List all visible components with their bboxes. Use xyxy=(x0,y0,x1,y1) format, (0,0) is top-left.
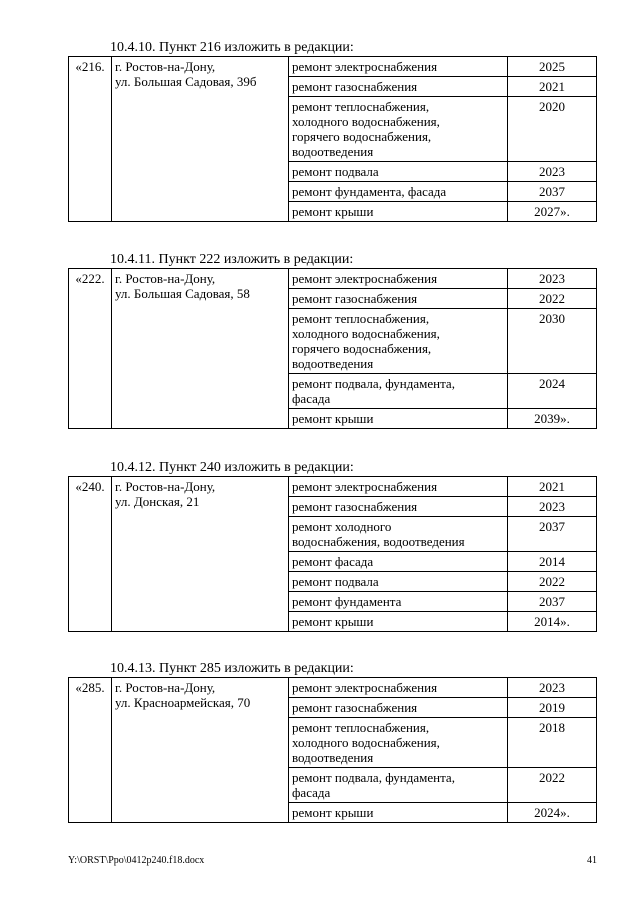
year-cell: 2037 xyxy=(508,517,597,552)
year-cell: 2039». xyxy=(508,409,597,429)
work-type-line: водоотведения xyxy=(292,750,374,765)
repair-schedule-table xyxy=(68,677,597,823)
work-type-line: ремонт фундамента, фасада xyxy=(292,184,447,199)
address-cell xyxy=(112,269,289,429)
address-city: г. Ростов-на-Дону, xyxy=(115,59,216,74)
work-type-line: холодного водоснабжения, xyxy=(292,114,440,129)
footer-page-number: 41 xyxy=(587,855,597,866)
address-street: ул. Большая Садовая, 58 xyxy=(115,286,250,301)
address-cell xyxy=(112,57,289,222)
work-type-line: горячего водоснабжения, xyxy=(292,341,432,356)
section-punkt-240 xyxy=(68,460,597,632)
work-type-line: холодного водоснабжения, xyxy=(292,735,440,750)
work-type-line: горячего водоснабжения, xyxy=(292,129,432,144)
work-type-line: ремонт подвала, фундамента, xyxy=(292,770,455,785)
work-type-line: ремонт фасада xyxy=(292,554,374,569)
work-type-line: холодного водоснабжения, xyxy=(292,326,440,341)
year-cell: 2023 xyxy=(508,269,597,289)
item-number-cell: «216. xyxy=(69,57,112,222)
work-type-line: фасада xyxy=(292,391,331,406)
year-cell: 2030 xyxy=(508,309,597,374)
work-type-line: ремонт подвала xyxy=(292,574,379,589)
work-type-cell xyxy=(289,718,508,768)
work-type-line: ремонт газоснабжения xyxy=(292,700,418,715)
work-type-cell xyxy=(289,552,508,572)
work-type-cell xyxy=(289,678,508,698)
work-type-cell xyxy=(289,374,508,409)
work-type-line: ремонт электроснабжения xyxy=(292,680,438,695)
year-cell: 2014 xyxy=(508,552,597,572)
table-row xyxy=(69,269,597,289)
work-type-cell xyxy=(289,612,508,632)
work-type-line: фасада xyxy=(292,785,331,800)
repair-schedule-table xyxy=(68,268,597,429)
repair-schedule-table xyxy=(68,56,597,222)
work-type-line: ремонт газоснабжения xyxy=(292,291,418,306)
address-cell xyxy=(112,477,289,632)
year-cell: 2024 xyxy=(508,374,597,409)
repair-schedule-table xyxy=(68,476,597,632)
address-street: ул. Красноармейская, 70 xyxy=(115,695,251,710)
address-street: ул. Большая Садовая, 39б xyxy=(115,74,257,89)
work-type-line: ремонт фундамента xyxy=(292,594,402,609)
address-city: г. Ростов-на-Дону, xyxy=(115,680,216,695)
work-type-cell xyxy=(289,592,508,612)
address-street: ул. Донская, 21 xyxy=(115,494,200,509)
work-type-cell xyxy=(289,572,508,592)
year-cell: 2022 xyxy=(508,572,597,592)
year-cell: 2037 xyxy=(508,592,597,612)
work-type-cell xyxy=(289,517,508,552)
work-type-cell xyxy=(289,77,508,97)
year-cell: 2023 xyxy=(508,678,597,698)
section-punkt-222 xyxy=(68,252,597,429)
year-cell: 2018 xyxy=(508,718,597,768)
address-city: г. Ростов-на-Дону, xyxy=(115,271,216,286)
work-type-line: ремонт холодного xyxy=(292,519,392,534)
work-type-line: водоснабжения, водоотведения xyxy=(292,534,465,549)
work-type-cell xyxy=(289,97,508,162)
work-type-cell xyxy=(289,57,508,77)
work-type-line: ремонт теплоснабжения, xyxy=(292,720,430,735)
work-type-line: ремонт газоснабжения xyxy=(292,79,418,94)
section-heading: 10.4.11. Пункт 222 изложить в редакции: xyxy=(110,252,354,267)
year-cell: 2025 xyxy=(508,57,597,77)
year-cell: 2022 xyxy=(508,289,597,309)
year-cell: 2019 xyxy=(508,698,597,718)
footer-file-path: Y:\ORST\Ppo\0412p240.f18.docx xyxy=(68,855,205,866)
table-row xyxy=(69,678,597,698)
work-type-cell xyxy=(289,698,508,718)
work-type-cell xyxy=(289,477,508,497)
work-type-cell xyxy=(289,269,508,289)
item-number-cell: «285. xyxy=(69,678,112,823)
year-cell: 2023 xyxy=(508,162,597,182)
year-cell: 2021 xyxy=(508,477,597,497)
work-type-line: ремонт электроснабжения xyxy=(292,271,438,286)
item-number-cell: «222. xyxy=(69,269,112,429)
section-punkt-285 xyxy=(68,661,597,823)
work-type-line: водоотведения xyxy=(292,144,374,159)
work-type-cell xyxy=(289,202,508,222)
address-cell xyxy=(112,678,289,823)
work-type-line: ремонт подвала, фундамента, xyxy=(292,376,455,391)
work-type-cell xyxy=(289,409,508,429)
work-type-cell xyxy=(289,803,508,823)
work-type-line: ремонт подвала xyxy=(292,164,379,179)
work-type-cell xyxy=(289,768,508,803)
work-type-line: ремонт крыши xyxy=(292,614,374,629)
work-type-line: ремонт крыши xyxy=(292,411,374,426)
work-type-line: ремонт электроснабжения xyxy=(292,479,438,494)
work-type-line: водоотведения xyxy=(292,356,374,371)
address-city: г. Ростов-на-Дону, xyxy=(115,479,216,494)
work-type-cell xyxy=(289,182,508,202)
work-type-line: ремонт теплоснабжения, xyxy=(292,99,430,114)
year-cell: 2020 xyxy=(508,97,597,162)
work-type-cell xyxy=(289,309,508,374)
year-cell: 2037 xyxy=(508,182,597,202)
work-type-line: ремонт электроснабжения xyxy=(292,59,438,74)
section-heading: 10.4.10. Пункт 216 изложить в редакции: xyxy=(110,40,354,55)
year-cell: 2022 xyxy=(508,768,597,803)
table-row xyxy=(69,57,597,77)
work-type-line: ремонт газоснабжения xyxy=(292,499,418,514)
work-type-cell xyxy=(289,289,508,309)
section-heading: 10.4.13. Пункт 285 изложить в редакции: xyxy=(110,661,354,676)
item-number-cell: «240. xyxy=(69,477,112,632)
section-punkt-216 xyxy=(68,40,597,222)
table-row xyxy=(69,477,597,497)
work-type-line: ремонт теплоснабжения, xyxy=(292,311,430,326)
section-heading: 10.4.12. Пункт 240 изложить в редакции: xyxy=(110,460,354,475)
year-cell: 2014». xyxy=(508,612,597,632)
year-cell: 2027». xyxy=(508,202,597,222)
year-cell: 2023 xyxy=(508,497,597,517)
year-cell: 2024». xyxy=(508,803,597,823)
work-type-line: ремонт крыши xyxy=(292,805,374,820)
work-type-cell xyxy=(289,162,508,182)
year-cell: 2021 xyxy=(508,77,597,97)
work-type-line: ремонт крыши xyxy=(292,204,374,219)
work-type-cell xyxy=(289,497,508,517)
